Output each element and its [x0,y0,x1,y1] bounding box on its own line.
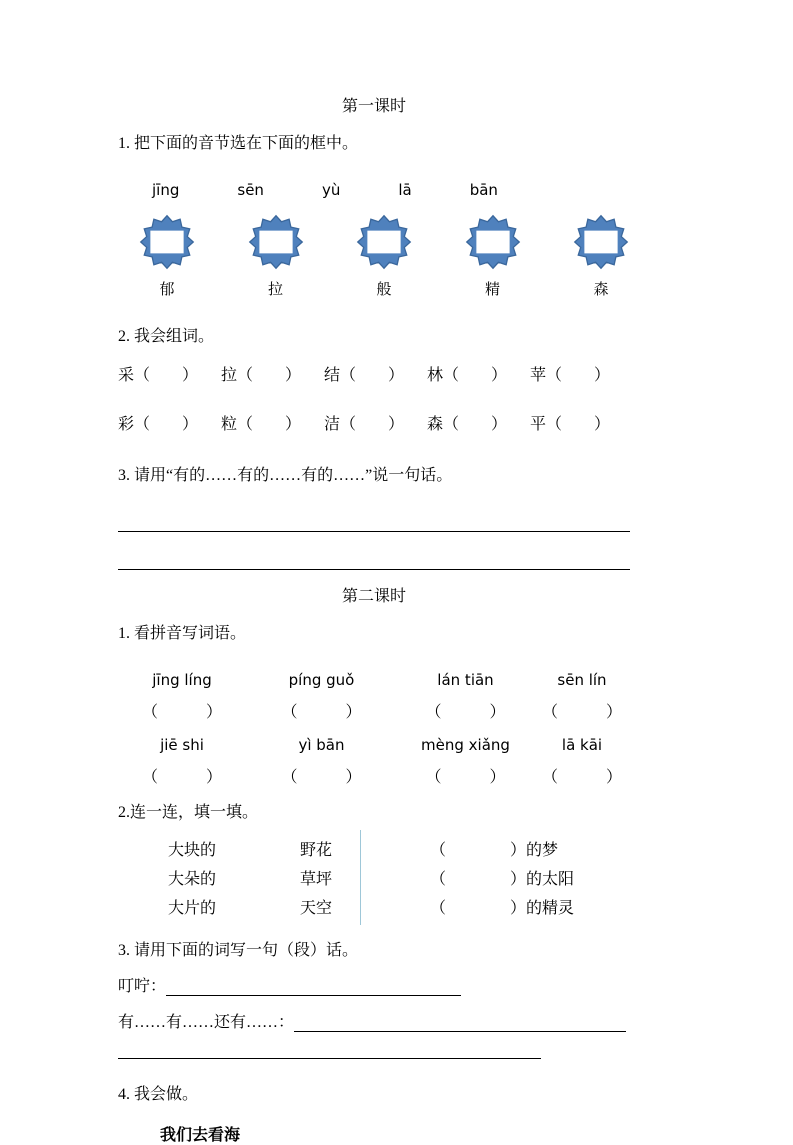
pinyin-word: yì bān [298,736,345,754]
pinyin-word: lán tiān [437,671,494,689]
fill-in-row [118,973,630,996]
matching-exercise [118,836,630,923]
word-blank: 结（ ） [323,367,404,384]
writing-line [118,531,630,532]
answer-parens: （ ） [281,704,362,721]
answer-box [584,231,617,254]
pinyin-words-row [118,736,630,754]
match-row [168,894,630,923]
answer-parens-row [118,764,630,787]
pinyin-word: mèng xiǎng [421,736,510,754]
answer-box [367,231,400,254]
match-fill-item: （ ）的精灵 [430,900,575,917]
writing-line [118,1058,541,1059]
pinyin-word: lā kāi [561,736,603,754]
word-blank: 洁（ ） [323,416,404,433]
star-badge-icon [139,213,195,271]
match-fill-item: （ ）的梦 [430,842,559,859]
star-badge-icon [573,213,629,271]
fill-label: 叮咛： [118,978,167,995]
answer-parens-row [118,699,630,722]
lesson2-q4-prompt: 4. 我会做。 [118,1086,199,1103]
answer-parens: （ ） [541,769,622,786]
answer-box [476,231,509,254]
match-divider-line [360,830,361,925]
syllable-label: jīng [152,181,180,199]
syllable-row [118,181,630,199]
lesson2-q3-prompt: 3. 请用下面的词写一句（段）话。 [118,942,359,959]
pinyin-word: jiē shi [160,736,204,754]
star-badge-icon [248,213,304,271]
answer-box-column [355,213,413,299]
lesson1-q3-prompt: 3. 请用“有的……有的……有的……”说一句话。 [118,467,453,484]
answer-parens: （ ） [425,704,506,721]
answer-boxes-row [118,213,630,299]
answer-box-column [138,213,196,299]
fill-label: 有……有……还有……： [118,1014,295,1031]
answer-parens: （ ） [541,704,622,721]
word-blank: 彩（ ） [118,416,199,433]
match-left-item: 大朵的 [168,871,217,888]
star-badge-icon [356,213,412,271]
character-label: 般 [376,282,392,298]
syllable-label: sēn [237,181,264,199]
answer-box-column [247,213,305,299]
syllable-label: bān [469,181,498,199]
match-left-item: 大片的 [168,900,217,917]
character-label: 精 [484,282,500,298]
answer-box [150,231,183,254]
pinyin-word: píng guǒ [288,671,355,689]
character-label: 郁 [159,282,175,298]
answer-box-column [464,213,522,299]
match-fill-item: （ ）的太阳 [430,871,575,888]
lesson1-q2-prompt: 2. 我会组词。 [118,328,215,345]
character-label: 拉 [267,282,283,298]
answer-parens: （ ） [281,769,362,786]
match-middle-item: 天空 [300,900,333,917]
writing-line [166,979,461,996]
match-middle-item: 野花 [300,842,333,859]
word-blank: 采（ ） [118,367,199,384]
writing-line [118,569,630,570]
word-blank: 平（ ） [529,416,610,433]
lesson2-q2-prompt: 2.连一连，填一填。 [118,804,259,821]
writing-line [294,1015,626,1032]
match-row [168,865,630,894]
word-blank: 森（ ） [426,416,507,433]
answer-box [259,231,292,254]
match-middle-item: 草坪 [300,871,333,888]
answer-parens: （ ） [141,704,222,721]
lesson1-q1-prompt: 1. 把下面的音节选在下面的框中。 [118,135,359,152]
answer-parens: （ ） [425,769,506,786]
lesson1-title: 第一课时 [341,98,406,115]
match-row [168,836,630,865]
word-blank: 林（ ） [426,367,507,384]
pinyin-word: sēn lín [557,671,607,689]
word-blank: 粒（ ） [220,416,301,433]
word-blank: 苹（ ） [529,367,610,384]
answer-box-column [572,213,630,299]
word-blanks-row [118,411,610,434]
pinyin-word: jīng líng [152,671,212,689]
syllable-label: yù [321,181,341,199]
fill-in-row [118,1009,630,1032]
syllable-label: lā [398,181,412,199]
answer-parens: （ ） [141,769,222,786]
match-left-item: 大块的 [168,842,217,859]
lesson2-q1-prompt: 1. 看拼音写词语。 [118,625,247,642]
word-blanks-row [118,362,610,385]
character-label: 森 [593,282,609,298]
word-blank: 拉（ ） [220,367,301,384]
pinyin-words-row [118,671,630,689]
reading-title: 我们去看海 [160,1127,241,1144]
star-badge-icon [465,213,521,271]
lesson2-title: 第二课时 [341,588,406,605]
